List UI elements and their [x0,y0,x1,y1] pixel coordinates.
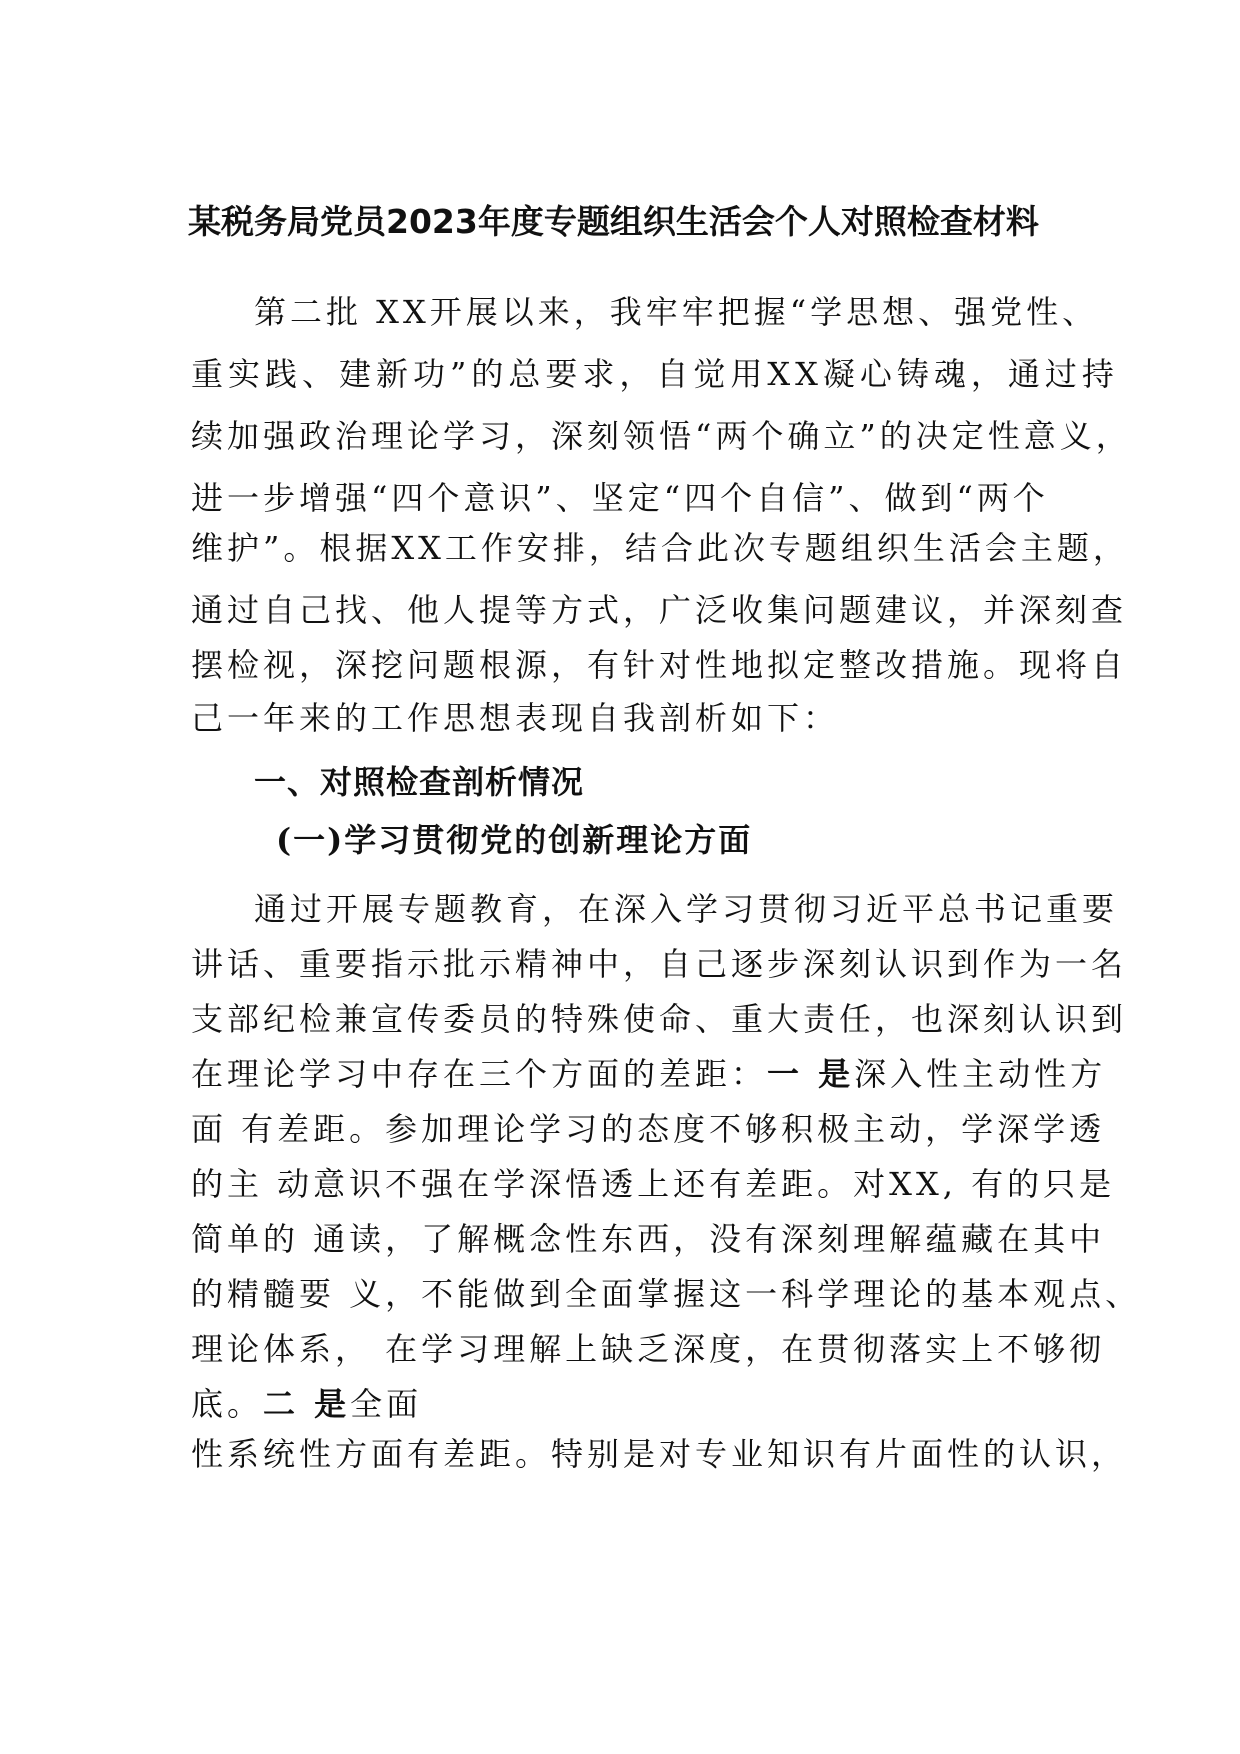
body-text: 全面 [350,1385,423,1423]
body-text: 在理论学习中存在三个方面的差距： [191,1055,768,1093]
subsection-heading: (一)学习贯彻党的创新理论方面 [276,821,753,859]
intro-line: 己一年来的工作思想表现自我剖析如下： [191,699,840,737]
body-line [191,1382,422,1426]
body-text: 底。 [191,1385,264,1423]
intro-line: 进一步增强“四个意识”、坚定“四个自信”、做到“两个 [191,479,1049,517]
point-marker-one: 一 是 [767,1055,855,1093]
body-line: 支部纪检兼宣传委员的特殊使命、重大责任，也深刻认识到 [191,1000,1128,1038]
body-line: 的精髓要 义，不能做到全面掌握这一科学理论的基本观点、 [191,1275,1142,1313]
body-line: 讲话、重要指示批示精神中，自己逐步深刻认识到作为一名 [191,945,1128,983]
body-line: 简单的 通读，了解概念性东西，没有深刻理解蕴藏在其中 [191,1220,1106,1258]
body-line: 理论体系， 在学习理解上缺乏深度，在贯彻落实上不够彻 [191,1330,1106,1368]
body-line [191,1052,1106,1096]
body-line: 的主 动意识不强在学深悟透上还有差距。对XX, 有的只是 [191,1165,1116,1203]
section-heading: 一、对照检查剖析情况 [254,763,585,801]
intro-line: 通过自己找、他人提等方式，广泛收集问题建议，并深刻查 [191,591,1128,629]
intro-line: 第二批 XX开展以来，我牢牢把握“学思想、强党性、 [254,293,1099,331]
body-text: 深入性主动性方 [854,1055,1107,1093]
body-line: 通过开展专题教育，在深入学习贯彻习近平总书记重要 [254,890,1119,928]
intro-line: 摆检视，深挖问题根源，有针对性地拟定整改措施。现将自 [191,646,1128,684]
intro-line: 续加强政治理论学习，深刻领悟“两个确立”的决定性意义， [191,417,1132,455]
intro-line: 重实践、建新功”的总要求，自觉用XX凝心铸魂，通过持 [191,355,1119,393]
intro-line: 维护”。根据XX工作安排，结合此次专题组织生活会主题， [191,529,1129,567]
point-marker-two: 二 是 [263,1385,351,1423]
body-line: 面 有差距。参加理论学习的态度不够积极主动，学深学透 [191,1110,1106,1148]
document-title: 某税务局党员2023年度专题组织生活会个人对照检查材料 [188,202,1039,241]
body-line: 性系统性方面有差距。特别是对专业知识有片面性的认识， [191,1435,1128,1473]
